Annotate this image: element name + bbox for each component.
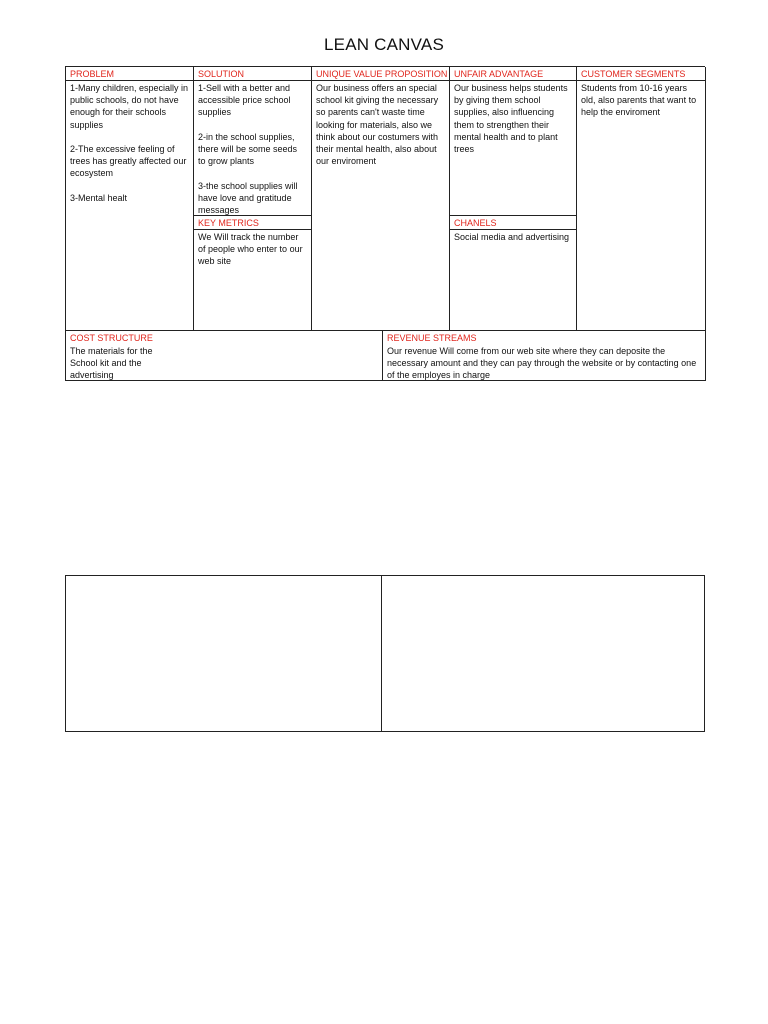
unique-value-proposition-cell	[312, 67, 450, 331]
revenue-streams-header: REVENUE STREAMS	[387, 333, 477, 343]
customer-segments-header: CUSTOMER SEGMENTS	[577, 67, 705, 81]
revenue-streams-text: Our revenue Will come from our web site where they can deposite the necessary amount and they can pay through the website or by contacting one of the employes in charge	[387, 346, 699, 381]
unfair-advantage-text: Our business helps students by giving them school supplies, also influencing them to strengthen their mental health and to plant trees	[454, 83, 571, 155]
key-metrics-header: KEY METRICS	[194, 216, 311, 230]
chanels-header: CHANELS	[450, 216, 576, 230]
solution-text: 1-Sell with a better and accessible price school supplies 2-in the school supplies, there will be some seeds to grow plants 3-the school supplies will have love and gratitude messages	[198, 83, 298, 216]
solution-header: SOLUTION	[194, 67, 311, 81]
unfair-advantage-header: UNFAIR ADVANTAGE	[450, 67, 576, 81]
empty-table-divider	[381, 576, 382, 731]
chanels-text: Social media and advertising	[454, 232, 570, 242]
key-metrics-cell	[194, 216, 312, 331]
cost-structure-cell	[66, 331, 383, 381]
chanels-cell	[450, 216, 577, 331]
unique-value-proposition-text: Our business offers an special school kit giving the necessary so parents can't waste time looking for materials, also we think about our costumers with their mental health, also about our enviroment	[316, 83, 441, 167]
customer-segments-text: Students from 10-16 years old, also parents that want to help the enviroment	[581, 83, 699, 118]
lean-canvas-grid	[65, 66, 705, 381]
customer-segments-cell	[577, 67, 706, 331]
unfair-advantage-cell	[450, 67, 577, 216]
problem-text: 1-Many children, especially in public schools, do not have enough for their schools supplies 2-The excessive feeling of trees has greatly affected our ecosystem 3-Mental healt	[70, 83, 189, 203]
key-metrics-text: We Will track the number of people who enter to our web site	[198, 232, 306, 267]
cost-structure-text: The materials for the School kit and the advertising	[70, 346, 156, 381]
revenue-streams-cell	[383, 331, 706, 381]
problem-header: PROBLEM	[66, 67, 193, 81]
unique-value-proposition-header: UNIQUE VALUE PROPOSITION	[312, 67, 449, 81]
solution-cell	[194, 67, 312, 216]
page-title: LEAN CANVAS	[324, 35, 444, 54]
empty-table	[65, 575, 705, 732]
cost-structure-header: COST STRUCTURE	[70, 333, 153, 343]
problem-cell	[66, 67, 194, 331]
